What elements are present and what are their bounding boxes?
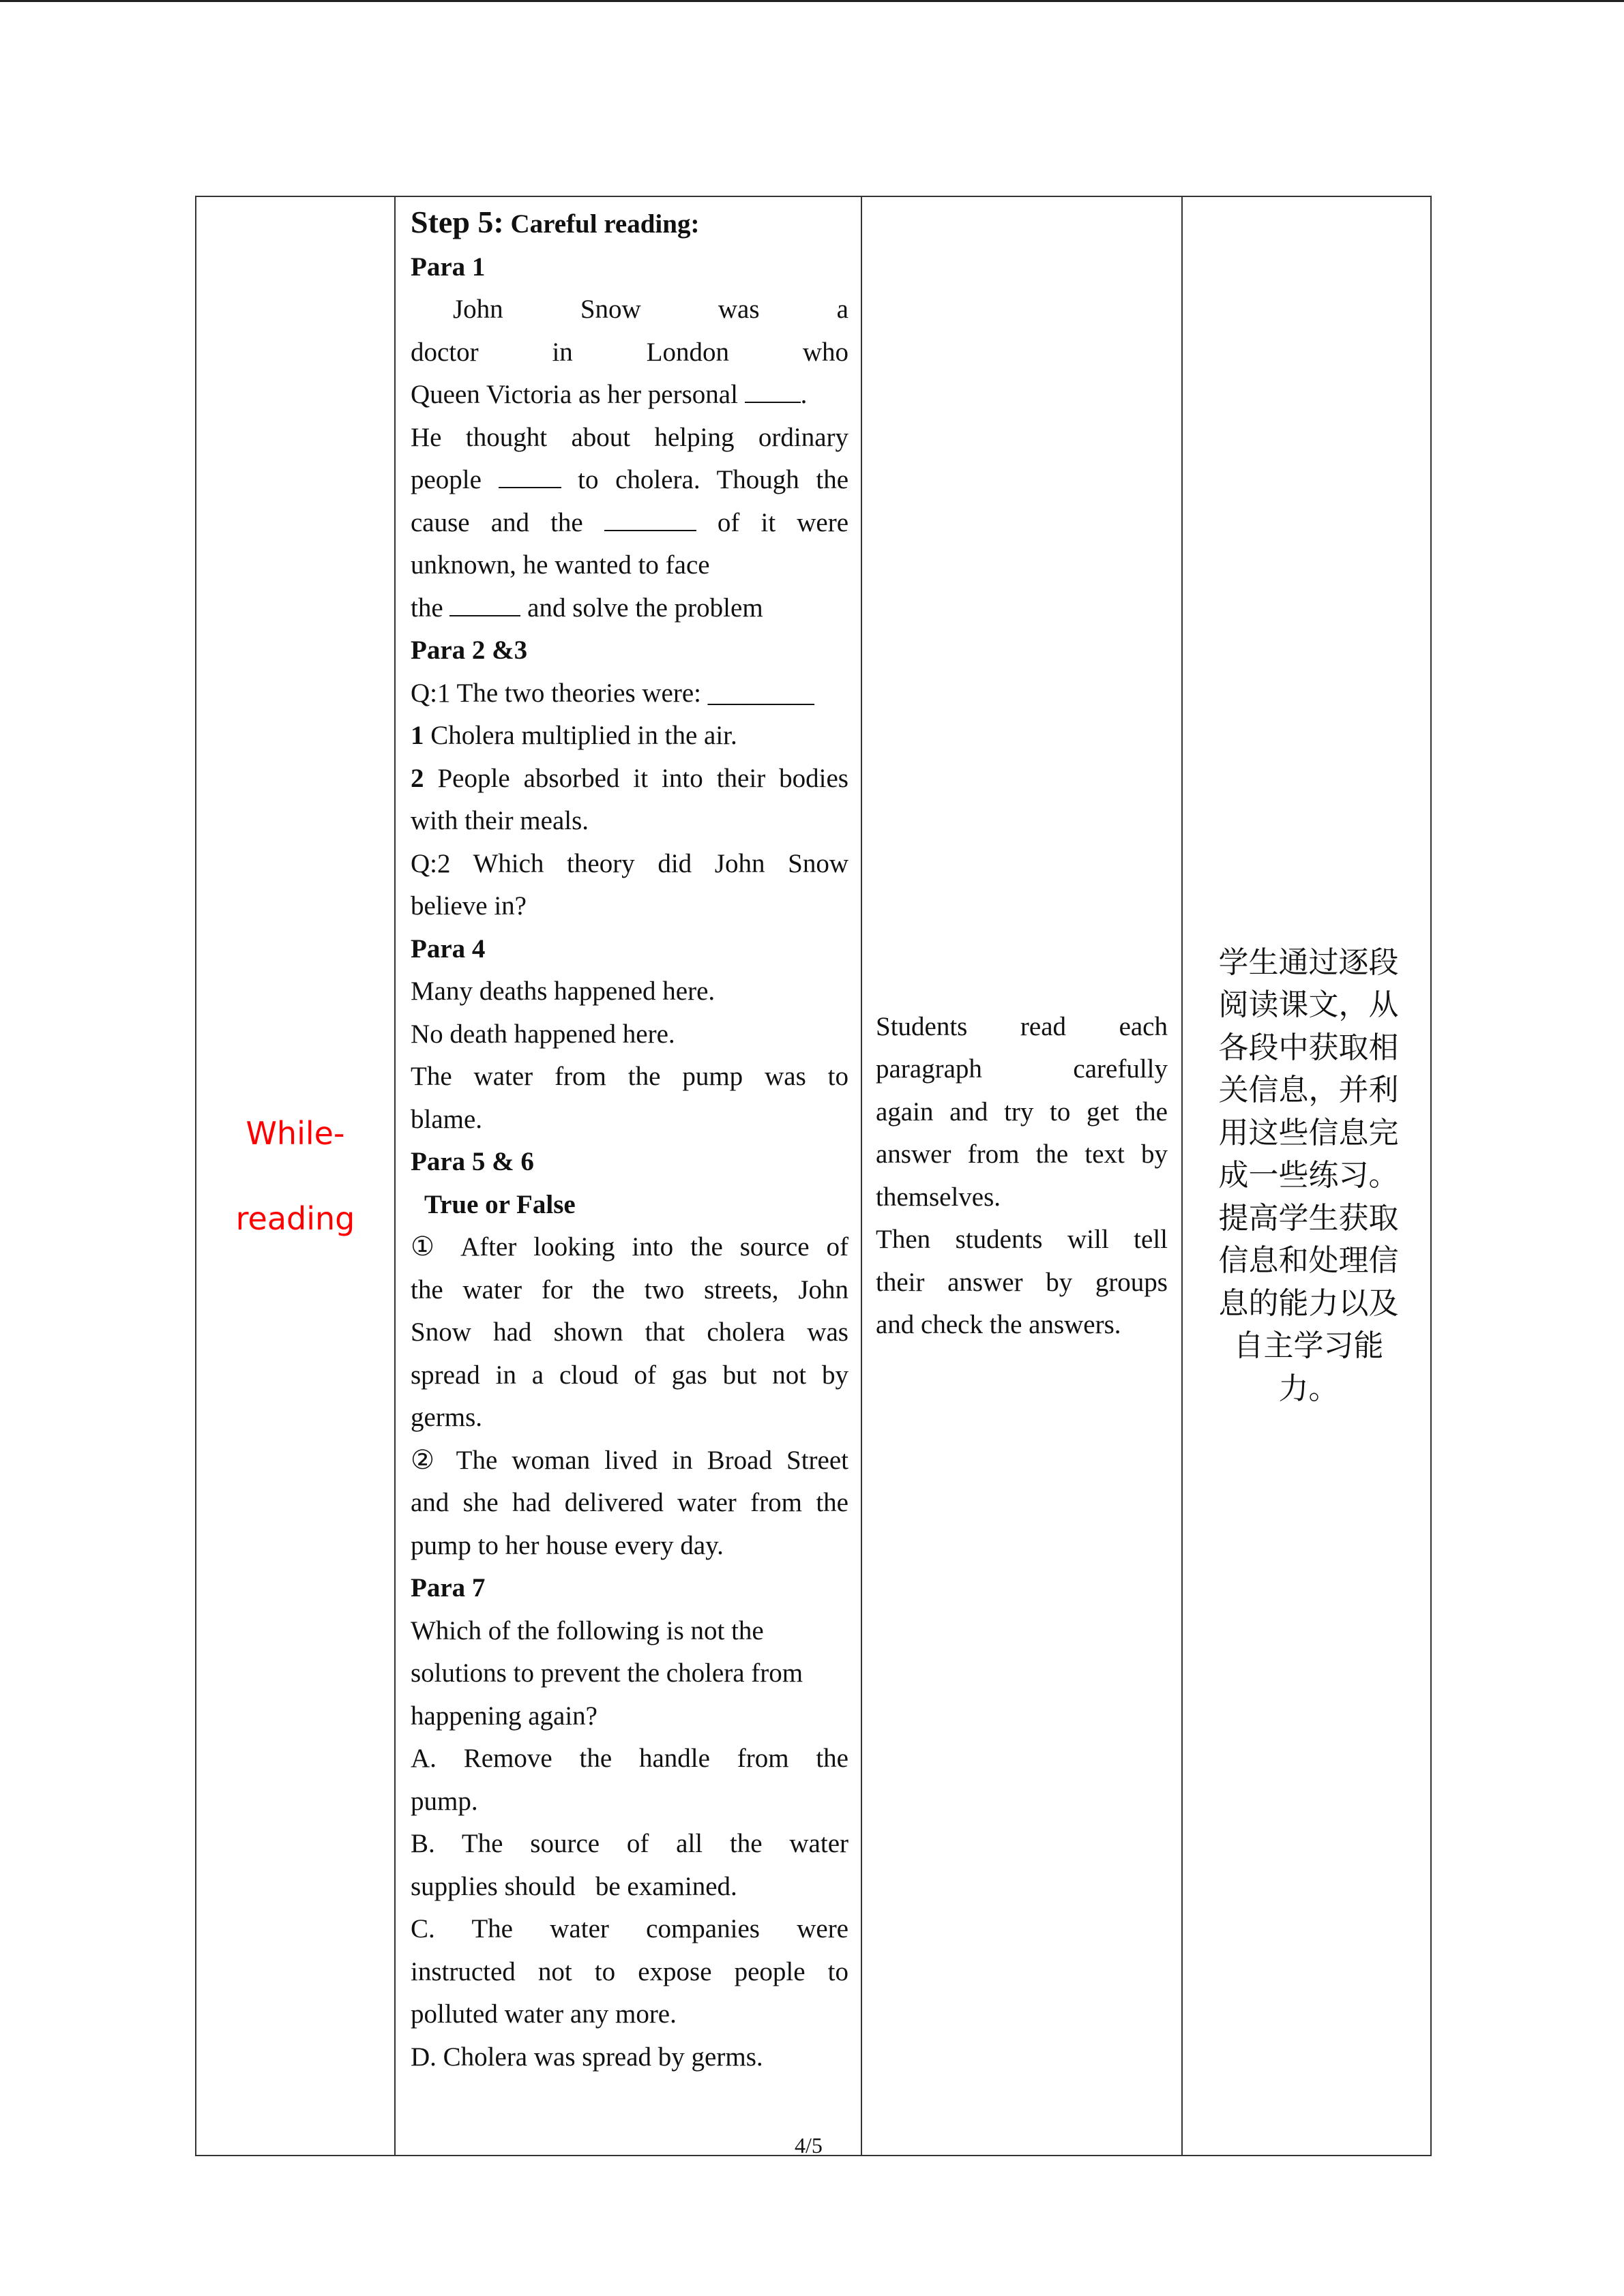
fill-blank [499,464,561,488]
purpose-cell [1182,196,1431,2156]
activity-cell [861,196,1182,2156]
para7-heading: Para 7 [411,1573,486,1602]
para23-heading: Para 2 &3 [411,636,528,665]
teaching-purpose: 学生通过逐段 阅读课文，从 各段中获取相 关信息，并利 用这些信息完 成一些练习。 提高学生获取 信息和处理信 息的能力以及 自主学习能 力。 [1218,944,1399,1406]
fill-blank [745,378,801,403]
stage-cell [196,196,395,2156]
table-row [196,196,1431,2156]
option-a: A. Remove the handle from the [411,1744,848,1773]
content-cell [395,196,861,2156]
page-number: 4/5 [795,2133,823,2158]
stage-label: While- reading [235,1114,355,1237]
fill-blank [449,592,520,616]
option-c: C. The water companies were [411,1914,848,1943]
step-heading: Step 5: Careful reading: [411,205,700,239]
top-border-rule [0,0,1624,2]
option-b: B. The source of all the water [411,1829,848,1858]
true-or-false-label: True or False [424,1189,576,1219]
para56-heading: Para 5 & 6 [411,1147,534,1176]
para1-heading: Para 1 [411,252,486,282]
student-activity: Students read each paragraph carefully again and try to get the answer from the text by themselves. Then students will tell their answer by groups and check the answers. [876,1011,1168,1339]
reading-tasks: Step 5: Careful reading: Para 1 John Snow was a doctor in London who Queen Victoria as her personal . He thought about helping ordinary people to cholera. Though the cause and the of it were unknown, he wanted to face the and solve the problem Para 2 &3 Q:1 The two theories were: ________ 1 Cholera multiplied in the air. 2 People absorbed it into their bodies with their meals. Q:2 Which theory did John Snow believe in? Para 4 Many deaths happened here. No death happened here. The water from the pump was to blame. Para 5 & 6 True or False ① After looking into the source of the water for the two streets, John Snow had shown that cholera was spread in a cloud of gas but not by germs. ② The woman lived in Broad Street and she had delivered water from the pump to her house every day. Para 7 Which of the following is not the solutions to prevent the cholera from happening again? A. Remove the handle from the pump. B. The source of all the water supplies should be examined. C. The water companies were instructed not to expose people to polluted water any more. D. Cholera was spread by germs. [396,197,861,2078]
option-d: D. Cholera was spread by germs. [411,2042,763,2072]
lesson-plan-table [195,196,1432,2156]
para4-heading: Para 4 [411,934,486,964]
fill-blank [604,507,696,531]
